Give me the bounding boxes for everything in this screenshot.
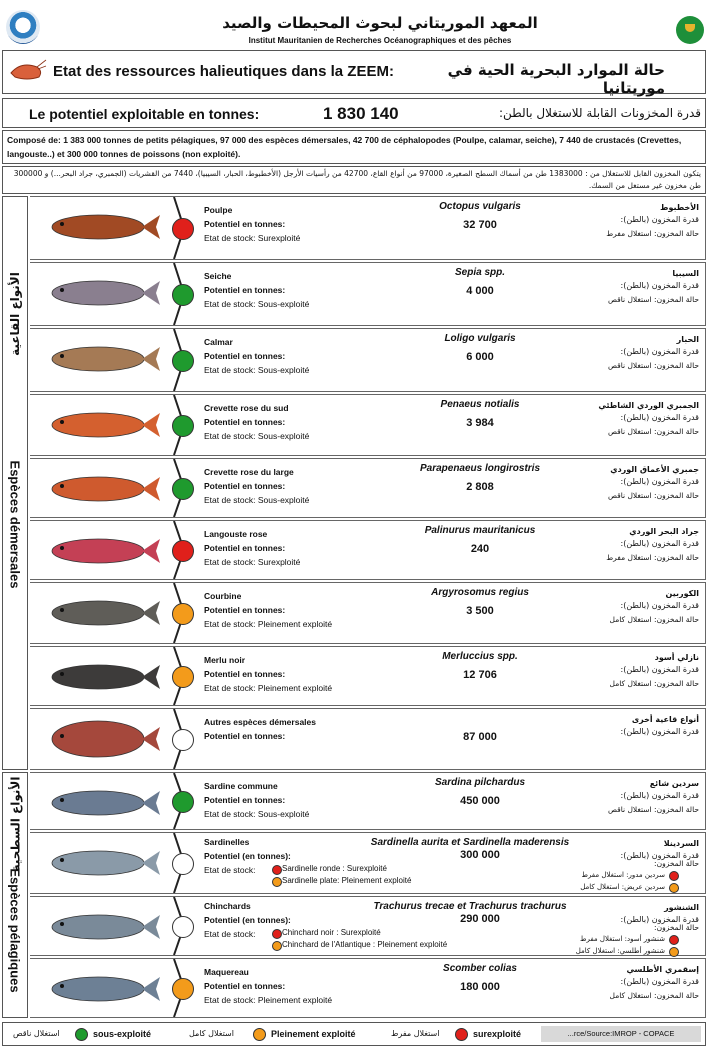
stock-state-fr: Etat de stock: xyxy=(204,929,256,939)
potential-label-fr: Le potentiel exploitable en tonnes: xyxy=(29,106,260,122)
species-row xyxy=(30,328,706,392)
sub-status-dot-ar xyxy=(669,935,679,945)
potential-value: 1 830 140 xyxy=(323,104,399,123)
section-demersal-fr: Espèces démersales xyxy=(7,460,23,589)
species-name-ar: سردين شائع xyxy=(649,779,699,788)
stock-state-ar: حالة المخزون: استغلال مفرط xyxy=(606,553,699,562)
sub-stock-state-fr: Sardinelle ronde : Surexploité xyxy=(282,864,387,873)
sub-stock-state-fr: Chinchard de l'Atlantique : Pleinement exploité xyxy=(282,940,448,949)
scientific-name: Sepia spp. xyxy=(454,267,505,278)
sub-status-dot-ar xyxy=(669,883,679,893)
stock-state-ar: حالة المخزون: استغلال ناقص xyxy=(607,805,699,814)
title-bar xyxy=(2,50,706,97)
potential-value: 3 500 xyxy=(466,605,494,617)
species-illustration xyxy=(38,901,166,953)
legend-under-dot xyxy=(75,1028,88,1041)
potential-value: 240 xyxy=(470,543,490,555)
imrop-logo xyxy=(6,10,40,44)
stock-state-fr: Etat de stock: Pleinement exploité xyxy=(204,619,333,629)
species-illustration xyxy=(38,651,166,703)
header xyxy=(0,4,708,48)
status-dot xyxy=(172,853,194,875)
species-name-ar: الشنشور xyxy=(664,903,699,912)
potential-label-ar: قدرة المخزون (بالطن): xyxy=(620,215,699,224)
sub-status-dot-ar xyxy=(669,947,679,957)
potential-bar xyxy=(2,98,706,128)
species-illustration xyxy=(38,587,166,639)
stock-state-ar: حالة المخزون: استغلال ناقص xyxy=(607,427,699,436)
species-name-fr: Autres espèces démersales xyxy=(204,717,316,727)
potential-label: Potentiel en tonnes: xyxy=(204,543,286,553)
potential-label: Potentiel en tonnes: xyxy=(204,285,286,295)
stock-state-ar: حالة المخزون: xyxy=(654,859,699,868)
section-pelagic-ar: الأنواع السطحية xyxy=(8,776,23,872)
stock-state-fr: Etat de stock: Sous-exploité xyxy=(204,365,310,375)
scientific-name: Argyrosomus regius xyxy=(431,587,529,598)
stock-state-ar: حالة المخزون: استغلال ناقص xyxy=(607,361,699,370)
species-name-fr: Poulpe xyxy=(204,205,233,215)
species-name-fr: Crevette rose du sud xyxy=(204,403,289,413)
scientific-name: Scomber colias xyxy=(443,963,517,974)
sub-status-dot xyxy=(272,877,282,887)
species-name-ar: نازلي أسود xyxy=(654,653,699,662)
potential-value: 2 808 xyxy=(466,481,494,493)
institute-name-ar: المعهد الموريتاني لبحوث المحيطات والصيد xyxy=(222,14,538,32)
potential-label: Potentiel en tonnes: xyxy=(204,795,286,805)
shrimp-icon xyxy=(7,57,47,85)
stock-state-ar: حالة المخزون: xyxy=(654,923,699,932)
species-name-fr: Calmar xyxy=(204,337,233,347)
composition-ar: يتكون المخزون القابل للاستغلال من : 1383000 طن من أسماك السطح الصغيرة، 97000 من أنواع القاع، 42700 من رأسيات الأرجل (الأخطبوط، الحبار، السيبيا)، 7440 من القشريات (الجمبري، جراد البحر...) و 300000 طن مخزون غير مستغل من السمك. xyxy=(2,166,706,194)
section-pelagic-label xyxy=(2,772,28,1018)
title-fr: Etat des ressources halieutiques dans la ZEEM: xyxy=(53,63,394,80)
potential-label-ar: قدرة المخزون (بالطن): xyxy=(620,665,699,674)
species-row xyxy=(30,582,706,644)
sub-status-dot xyxy=(272,941,282,951)
potential-value: 87 000 xyxy=(463,731,497,743)
species-name-fr: Sardine commune xyxy=(204,781,278,791)
composition-fr: Composé de: 1 383 000 tonnes de petits pélagiques, 97 000 des espèces démersales, 42 700 de céphalopodes (Poulpe, calamar, seiche), 7 440 de crustacés (Crevettes, langouste..) et 300 000 tonnes de poissons (non exploité). xyxy=(2,130,706,164)
potential-label: Potentiel en tonnes: xyxy=(204,481,286,491)
stock-state-ar: حالة المخزون: استغلال ناقص xyxy=(607,491,699,500)
mauritania-emblem xyxy=(676,16,704,44)
potential-label-ar: قدرة المخزون (بالطن): xyxy=(620,915,699,924)
stock-state-fr: Etat de stock: Pleinement exploité xyxy=(204,683,333,693)
status-dot xyxy=(172,978,194,1000)
potential-label: Potentiel en tonnes: xyxy=(204,731,286,741)
scientific-name: Parapenaeus longirostris xyxy=(419,463,541,474)
species-name-fr: Crevette rose du large xyxy=(204,467,294,477)
legend-over-fr: surexploité xyxy=(473,1029,522,1039)
species-illustration xyxy=(38,837,166,889)
species-name-ar: الجمبري الوردي الشاطئي xyxy=(598,401,699,410)
species-illustration xyxy=(38,201,166,253)
potential-label: Potentiel (en tonnes): xyxy=(204,851,291,861)
section-demersal-label xyxy=(2,196,28,770)
potential-label-ar: قدرة المخزون (بالطن): xyxy=(620,281,699,290)
species-row xyxy=(30,708,706,770)
status-dot xyxy=(172,350,194,372)
title-ar: حالة الموارد البحرية الحية في موريتانيا xyxy=(447,61,665,97)
scientific-name: Penaeus notialis xyxy=(440,399,520,410)
potential-value: 6 000 xyxy=(466,351,494,363)
potential-label: Potentiel en tonnes: xyxy=(204,669,286,679)
species-row xyxy=(30,262,706,326)
section-pelagic-fr: Espèces pélagiques xyxy=(7,868,23,993)
species-illustration xyxy=(38,525,166,577)
sub-status-dot xyxy=(272,929,282,939)
potential-value: 32 700 xyxy=(463,219,497,231)
potential-label-ar: قدرة المخزون (بالطن): xyxy=(620,851,699,860)
potential-label-ar: قدرة المخزون (بالطن): xyxy=(620,727,699,736)
potential-label: Potentiel en tonnes: xyxy=(204,351,286,361)
legend xyxy=(2,1022,706,1046)
potential-label-ar: قدرة المخزون (بالطن): xyxy=(620,477,699,486)
status-dot xyxy=(172,666,194,688)
potential-label: Potentiel (en tonnes): xyxy=(204,915,291,925)
legend-under-fr: sous-exploité xyxy=(93,1029,152,1039)
legend-full-fr: Pleinement exploité xyxy=(271,1029,356,1039)
legend-full-dot xyxy=(253,1028,266,1041)
institute-name-fr: Institut Mauritanien de Recherches Océanographiques et des pêches xyxy=(248,36,512,45)
species-name-ar: الأخطبوط xyxy=(660,203,699,212)
species-row xyxy=(30,646,706,706)
sub-stock-state-ar: شنشور أسود: استغلال مفرط xyxy=(580,935,665,943)
stock-state-fr: Etat de stock: Surexploité xyxy=(204,233,301,243)
species-name-ar: السيبيا xyxy=(672,269,699,278)
scientific-name: Palinurus mauritanicus xyxy=(424,525,536,536)
potential-label: Potentiel en tonnes: xyxy=(204,219,286,229)
stock-state-ar: حالة المخزون: استغلال ناقص xyxy=(607,295,699,304)
potential-value: 300 000 xyxy=(460,849,500,861)
potential-label-ar: قدرة المخزون (بالطن): xyxy=(620,347,699,356)
status-dot xyxy=(172,916,194,938)
species-name-ar: الحبار xyxy=(676,335,699,344)
scientific-name: Octopus vulgaris xyxy=(439,201,521,212)
legend-over-ar: استغلال مفرط xyxy=(391,1029,440,1038)
species-illustration xyxy=(38,267,166,319)
status-dot xyxy=(172,791,194,813)
potential-label: Potentiel en tonnes: xyxy=(204,605,286,615)
potential-value: 4 000 xyxy=(466,285,494,297)
legend-over-dot xyxy=(455,1028,468,1041)
scientific-name: Trachurus trecae et Trachurus trachurus xyxy=(373,901,567,912)
legend-full-ar: استغلال كامل xyxy=(189,1029,234,1038)
stock-state-ar: حالة المخزون: استغلال كامل xyxy=(609,991,699,1000)
scientific-name: Sardina pilchardus xyxy=(434,777,526,788)
status-dot xyxy=(172,729,194,751)
status-dot xyxy=(172,218,194,240)
stock-state-fr: Etat de stock: Surexploité xyxy=(204,557,301,567)
stock-state-ar: حالة المخزون: استغلال كامل xyxy=(609,679,699,688)
stock-state-fr: Etat de stock: Sous-exploité xyxy=(204,495,310,505)
potential-value: 3 984 xyxy=(466,417,494,429)
potential-label: Potentiel en tonnes: xyxy=(204,981,286,991)
sub-status-dot xyxy=(272,865,282,875)
potential-value: 12 706 xyxy=(463,669,497,681)
species-row xyxy=(30,394,706,456)
species-name-ar: أنواع قاعية أخرى xyxy=(631,715,699,724)
potential-label-ar: قدرة المخزون (بالطن): xyxy=(620,539,699,548)
sub-stock-state-fr: Chinchard noir : Surexploité xyxy=(282,928,381,937)
section-demersal-ar: الأنواع القاعية xyxy=(8,272,23,356)
sub-status-dot-ar xyxy=(669,871,679,881)
potential-value: 450 000 xyxy=(460,795,500,807)
species-illustration xyxy=(38,713,166,765)
species-name-fr: Courbine xyxy=(204,591,242,601)
stock-state-ar: حالة المخزون: استغلال مفرط xyxy=(606,229,699,238)
potential-label: Potentiel en tonnes: xyxy=(204,417,286,427)
scientific-name: Loligo vulgaris xyxy=(444,333,516,344)
potential-label-ar: قدرة المخزون (بالطن): xyxy=(620,601,699,610)
stock-state-ar: حالة المخزون: استغلال كامل xyxy=(609,615,699,624)
species-row xyxy=(30,196,706,260)
species-name-fr: Merlu noir xyxy=(204,655,246,665)
stock-state-fr: Etat de stock: Sous-exploité xyxy=(204,299,310,309)
species-name-fr: Langouste rose xyxy=(204,529,268,539)
species-row xyxy=(30,832,706,894)
scientific-name: Sardinella aurita et Sardinella maderensis xyxy=(370,837,570,848)
potential-label-ar: قدرة المخزون (بالطن): xyxy=(620,791,699,800)
species-name-fr: Seiche xyxy=(204,271,232,281)
scientific-name: Merluccius spp. xyxy=(442,651,518,662)
species-name-ar: السردينلا xyxy=(663,839,699,848)
potential-label-ar: قدرة المخزون (بالطن): xyxy=(620,977,699,986)
species-row xyxy=(30,458,706,518)
species-illustration xyxy=(38,963,166,1015)
status-dot xyxy=(172,478,194,500)
status-dot xyxy=(172,415,194,437)
species-illustration xyxy=(38,333,166,385)
sub-stock-state-ar: شنشور أطلسي: استغلال كامل xyxy=(575,947,665,955)
potential-value: 180 000 xyxy=(460,981,500,993)
status-dot xyxy=(172,284,194,306)
stock-state-fr: Etat de stock: xyxy=(204,865,256,875)
species-illustration xyxy=(38,399,166,451)
species-row xyxy=(30,958,706,1018)
species-name-ar: جراد البحر الوردي xyxy=(629,527,699,536)
species-illustration xyxy=(38,463,166,515)
stock-state-fr: Etat de stock: Sous-exploité xyxy=(204,809,310,819)
species-row xyxy=(30,772,706,830)
sub-stock-state-fr: Sardinelle plate: Pleinement exploité xyxy=(282,876,412,885)
potential-label-ar: قدرة المخزون (بالطن): xyxy=(620,413,699,422)
species-illustration xyxy=(38,777,166,829)
species-name-fr: Maquereau xyxy=(204,967,249,977)
stock-state-fr: Etat de stock: Pleinement exploité xyxy=(204,995,333,1005)
species-name-ar: الكوربين xyxy=(665,589,699,598)
potential-label-ar: قدرة المخزونات القابلة للاستغلال بالطن: xyxy=(498,106,701,120)
species-name-ar: جمبري الأعماق الوردي xyxy=(610,465,699,474)
sub-stock-state-ar: سردين مدور: استغلال مفرط xyxy=(581,871,665,879)
source-credit: ...rce/Source:IMROP - COPACE xyxy=(541,1026,701,1042)
species-row xyxy=(30,520,706,580)
species-name-ar: إسقمري الأطلسي xyxy=(626,965,699,974)
legend-under-ar: استغلال ناقص xyxy=(13,1029,60,1038)
potential-value: 290 000 xyxy=(460,913,500,925)
status-dot xyxy=(172,540,194,562)
sub-stock-state-ar: سردين عريض: استغلال كامل xyxy=(580,883,665,891)
stock-state-fr: Etat de stock: Sous-exploité xyxy=(204,431,310,441)
species-row xyxy=(30,896,706,956)
species-name-fr: Chinchards xyxy=(204,901,251,911)
status-dot xyxy=(172,603,194,625)
species-name-fr: Sardinelles xyxy=(204,837,250,847)
